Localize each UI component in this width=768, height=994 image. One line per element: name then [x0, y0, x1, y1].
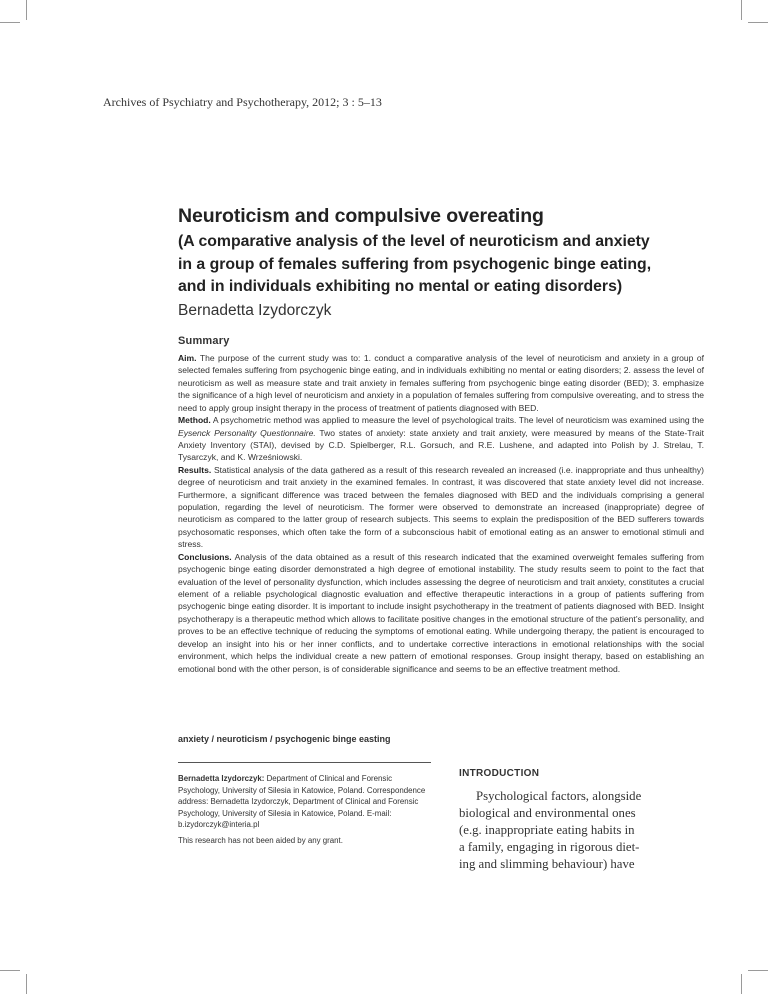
method-italic: Eysenck Personality Questionnaire.: [178, 427, 316, 438]
footnote-author-label: Bernadetta Izydorczyk:: [178, 774, 265, 783]
crop-mark-top-left-v: [26, 0, 27, 20]
author-name: Bernadetta Izydorczyk: [178, 302, 332, 319]
abstract: [178, 352, 704, 675]
crop-mark-bottom-left-h: [0, 970, 20, 971]
footnote-divider: [178, 762, 431, 763]
abstract-conclusions: [178, 551, 704, 675]
aim-text: The purpose of the current study was to: 1. conduct a comparative analysis of the level of neuroticism and anxiety in a group of selected females suffering from psychogenic binge eating, and in individuals exhibiting no mental or eating disorders; 2. assess the level of neuroticism as well as measure state and trait anxiety in females suffering from psychogenic binge eating disorder (BED); 3. emphasize the significance of a high level of neuroticism and anxiety in a population of females suffering from compulsive overeating, and to stress the need to apply group insight therapy in the process of treatment of patients diagnosed with BED.: [178, 353, 704, 413]
footnote-affiliation: [178, 773, 432, 831]
footnote-author-text: Department of Clinical and Forensic Psychology, University of Silesia in Katowice, Poland. Correspondence address: Bernadetta Izydorczyk, Department of Clinical and Forensic Psychology, University of Silesia in Katowice, Poland. E-mail: b.izydorczyk@interia.pl: [178, 774, 426, 830]
intro-line: biological and environmental ones: [459, 806, 636, 820]
crop-mark-bottom-left-v: [26, 974, 27, 994]
results-text: Statistical analysis of the data gathered as a result of this research revealed an increased (i.e. inappropriate and thus unhealthy) degree of neuroticism and trait anxiety in the examined females. In contrast, it was discovered that state anxiety level did not increase. Furthermore, a significant difference was traced between the females diagnosed with BED and the individuals comprising a general population, regarding the level of neuroticism. The former were observed to demonstrate an increased (inappropriate) degree of neuroticism as compared to the latter group of research subjects. This seems to explain the predisposition of the BED sufferers towards psychosomatic responses, which often take the form of a subconscious habit of emotional eating as an answer to emotional stimuli and stress.: [178, 464, 704, 550]
method-label: Method.: [178, 415, 211, 426]
crop-mark-top-right-h: [748, 22, 768, 23]
conclusions-label: Conclusions.: [178, 551, 232, 562]
conclusions-text: Analysis of the data obtained as a result of this research indicated that the examined overweight females suffering from psychogenic binge eating disorder demonstrated a high degree of emotional instability. The study results seem to point to the fact that evaluation of the level of personality dysfunction, which includes assessing the degree of neuroticism and trait anxiety, constitutes a crucial element of a reliable psychological diagnostic evaluation and effective therapeutic interactions in a group of patients suffering from psychogenic binge eating disorder. It is important to include insight psychotherapy in the treatment of patients diagnosed with BED. Insight psychotherapy is a therapeutic method which allows to facilitate positive changes in the emotional structure of the patient’s personality, and proves to be an effective technique of reducing the symptoms of emotional eating. While undergoing therapy, the patient is encouraged to develop an insight into his or her inner conflicts, and to undertake corrective interactions in emotional relationships with the social environment, which helps the individual create a new pattern of emotional responses. Group insight therapy, based on establishing an emotional bond with the other person, is of considerable significance and seems to be an effective treatment method.: [178, 551, 704, 674]
footnote-grant: This research has not been aided by any grant.: [178, 835, 343, 845]
abstract-aim: [178, 352, 704, 414]
subtitle-line: (A comparative analysis of the level of neuroticism and anxiety: [178, 233, 650, 250]
method-text-b: Two states of anxiety: state anxiety and trait anxiety, were measured by means of the State-Trait Anxiety Inventory (STAI), devised by C.D. Spielberger, R.L. Gorsuch, and R.E. Lushene, and adapted into Polish by J. Strelau, T. Tysarczyk, and K. Wrześniowski.: [178, 427, 704, 463]
journal-header: Archives of Psychiatry and Psychotherapy, 2012; 3 : 5–13: [103, 95, 382, 109]
article-subtitle: [178, 231, 723, 299]
summary-heading: Summary: [178, 335, 230, 347]
intro-line: ing and slimming behaviour) have: [459, 857, 635, 871]
crop-mark-top-right-v: [741, 0, 742, 20]
intro-line: a family, engaging in rigorous diet-: [459, 840, 640, 854]
article-title: Neuroticism and compulsive overeating: [178, 205, 544, 227]
results-label: Results.: [178, 464, 212, 475]
method-text-a: A psychometric method was applied to measure the level of psychological traits. The level of neuroticism was examined using the: [212, 415, 705, 426]
subtitle-line: in a group of females suffering from psychogenic binge eating,: [178, 255, 652, 273]
aim-label: Aim.: [178, 353, 197, 363]
keywords: anxiety / neuroticism / psychogenic binge easting: [178, 734, 391, 744]
footnote: [178, 773, 432, 851]
abstract-method: [178, 414, 704, 464]
subtitle-line: and in individuals exhibiting no mental or eating disorders): [178, 278, 623, 295]
introduction-heading: INTRODUCTION: [459, 768, 540, 779]
intro-line: (e.g. inappropriate eating habits in: [459, 823, 635, 837]
crop-mark-top-left-h: [0, 22, 20, 23]
crop-mark-bottom-right-h: [748, 970, 768, 971]
abstract-results: [178, 464, 704, 551]
crop-mark-bottom-right-v: [741, 974, 742, 994]
introduction-text: [459, 788, 711, 873]
intro-line: Psychological factors, alongside: [476, 789, 642, 803]
